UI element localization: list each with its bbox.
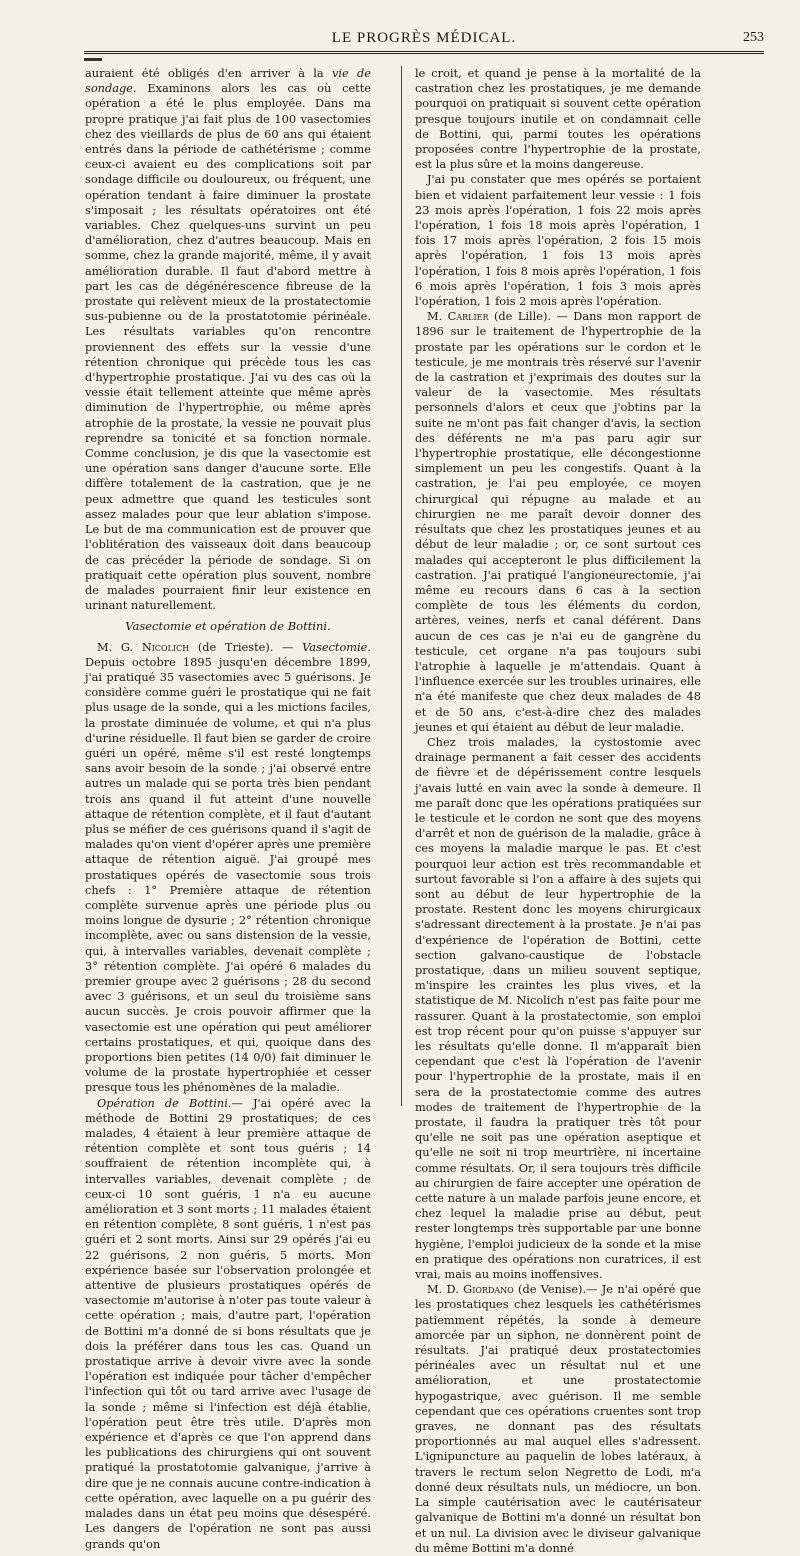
paragraph-text: Dans mon rapport de 1896 sur le traitement de l'hypertrophie de la prostate par les opérations sur le cordon et le testicule, je me montrais très réservé sur l'avenir de la castration et j'exprimais des doutes sur la valeur de la vasectomie. Mes résultats personnels d'alors et ceux que j'obtins par la suite ne m'ont pas fait changer d'avis, la section des déférents ne m'a pas paru agir sur l'hypertrophie prostatique, elle décongestionne simplement un peu les congestifs. Quant à la castration, je l'ai peu employée, ce moyen chirurgical qui répugne au malade et au chirurgien ne me paraît devoir donner des résultats que chez les prostatiques jeunes et au début de leur maladie ; or, ce sont surtout ces malades qui accepteront le plus difficilement la castration. J'ai pratiqué l'angioneurectomie, j'ai même eu recours dans 6 cas à la section complète de tous les éléments du cordon, artères, veines, nerfs et canal déférent. Dans aucun de ces cas je n'ai eu de gangrène du testicule, cet organe n'a pas toujours subi l'atrophie à laquelle je m'attendais. Quant à l'influence exercée sur les troubles urinaires, elle n'a été manifeste que chez deux malades de 48 et de 50 ans, c'est-à-dire chez des malades jeunes et qui étaient au début de leur maladie. bbox=[415, 309, 702, 734]
author-origin: (de Lille). — bbox=[493, 309, 568, 324]
paragraph-carlier bbox=[415, 309, 701, 735]
right-column bbox=[415, 66, 702, 1555]
paragraph-text: — J'ai opéré avec la méthode de Bottini 29 prostatiques; de ces malades, 4 étaient à leur première attaque de rétention complète et sont tous guéris ; 14 souffraient de rétention incomplète qui, à intervalles variables, devenait complète ; de ceux-ci 10 sont guéris, 1 n'a eu aucune amélioration et 3 sont morts ; 11 malades étaient en rétention complète, 8 sont guéris, 1 n'est pas guéri et 2 sont morts. Ainsi sur 29 opérés j'ai eu 22 guérisons, 2 non guéris, 5 morts. Mon expérience basée sur l'observation prolongée et attentive de plusieurs prostatiques opérés de vasectomie m'autorise à n'oter pas toute valeur à cette opération ; mais, d'autre part, l'opération de Bottini m'a donné de si bons résultats que je dois la préférer dans tous les cas. Quand un prostatique arrive à devoir vivre avec la sonde l'opération est indiquée pour tâcher d'empêcher l'infection qui tôt ou tard arrive avec l'usage de la sonde ; même si l'infection est déjà établie, l'opération peut être très utile. D'après mon expérience et d'après ce que l'on apprend dans les publications des chirurgiens qui ont souvent pratiqué la prostatotomie galvanique, j'arrive à dire que je ne connais aucune contre-indication à cette opération, avec laquelle on a pu guérir des malades dans un état peu moins que désespéré. Les dangers de l'opération ne sont pas aussi grands qu'on bbox=[85, 1095, 371, 1551]
journal-title: LE PROGRÈS MÉDICAL. bbox=[331, 30, 517, 46]
paragraph-nicolich bbox=[85, 640, 371, 1096]
author-name: M. Carlier bbox=[427, 309, 489, 324]
column-divider bbox=[401, 66, 402, 1106]
topic-label: Opération de Bottini. bbox=[97, 1095, 232, 1110]
paragraph-giordano bbox=[415, 1282, 701, 1556]
author-name: M. D. Giordano bbox=[427, 1282, 514, 1297]
page-number: 253 bbox=[743, 30, 764, 45]
author-origin: (de Venise).— bbox=[518, 1282, 598, 1297]
header-rule bbox=[84, 51, 764, 54]
paragraph-bottini bbox=[85, 1096, 371, 1552]
page-header bbox=[84, 30, 764, 50]
paragraph-text: Je n'ai opéré que les prostatiques chez lesquels les cathétérismes patiemment répétés, la sonde à demeure amorcée par un siphon, ne donnèrent point de résultats. J'ai pratiqué deux prostatectomies périnéales avec un résultat nul et une amélioration, et une prostatectomie hypogastrique, avec guérison. Il me semble cependant que ces opérations cruentes sont trop graves, ne donnant pas des résultats proportionnés au mal auquel elles s'adressent. L'ignipuncture au paquelin de lobes latéraux, à travers le rectum selon Negretto de Lodi, m'a donné deux résultats nuls, un médiocre, un bon. La simple cautérisation avec le cautérisateur galvanique de Bottini m'a donné un résultat bon et un nul. La division avec le diviseur galvanique du même Bottini m'a donné bbox=[415, 1282, 701, 1555]
topic-label: Vasectomie. bbox=[302, 639, 371, 654]
left-column bbox=[85, 66, 371, 1551]
author-name: M. G. Nicolich bbox=[97, 639, 190, 654]
paragraph-results-list: J'ai pu constater que mes opérés se portaient bien et vidaient parfaitement leur vessie : 1 fois 23 mois après l'opération, 1 fois 22 mois après l'opération, 1 fois 18 mois après l'opération, 1 fois 17 mois après l'opération, 2 fois 15 mois après l'opération, 1 fois 13 mois après l'opération, 1 fois 8 mois après l'opération, 1 fois 6 mois après l'opération, 1 fois 3 mois après l'opération, 1 fois 2 mois après l'opération. bbox=[415, 172, 701, 309]
paragraph-cystostomie: Chez trois malades, la cystostomie avec drainage permanent a fait cesser des accidents de fièvre et de dépérissement contre lesquels j'avais lutté en vain avec la sonde à demeure. Il me paraît donc que les opérations pratiquées sur le testicule et le cordon ne sont que des moyens d'arrêt et non de guérison de la maladie, grâce à ces moyens la maladie marque le pas. Et c'est pourquoi leur action est très recommandable et surtout favorable si l'on a affaire à des sujets qui sont au début de leur hypertrophie de la prostate. Restent donc les moyens chirurgicaux s'adressant directement à la prostate. Je n'ai pas d'expérience de l'opération de Bottini, cette section galvano-caustique de l'obstacle prostatique, dans un milieu souvent septique, m'inspire les craintes les plus vives, et la statistique de M. Nicolich n'est pas faite pour me rassurer. Quant à la prostatectomie, son emploi est trop récent pour qu'on puisse s'appuyer sur les résultats qu'elle donne. Il m'apparaît bien cependant que c'est là l'opération de l'avenir pour l'hypertrophie de la prostate, mais il en sera de la prostatectomie comme des autres modes de traitement de l'hypertrophie de la prostate, il faudra la pratiquer très tôt pour qu'elle ne soit pas une opération aseptique et qu'elle ne soit ni trop meurtrière, ni incertaine comme résultats. Or, il sera toujours très difficile au chirurgien de faire accepter une opération de cette nature à un malade parfois jeune encore, et chez lequel la maladie prise au début, peut rester longtemps très supportable par une bonne hygiène, l'emploi judicieux de la sonde et la mise en pratique des opérations non curatrices, il est vrai, mais au moins inoffensives. bbox=[415, 734, 701, 1282]
section-heading: Vasectomie et opération de Bottini. bbox=[125, 619, 331, 634]
paragraph-sondage bbox=[85, 66, 371, 613]
paragraph-text: auraient été obligés d'en arriver à la bbox=[85, 66, 324, 80]
paragraph-text: Depuis octobre 1895 jusqu'en décembre 1899, j'ai pratiqué 35 vasectomies avec 5 guérisons. Je considère comme guéri le prostatique qui ne fait plus usage de la sonde, qui a les mictions faciles, la prostate diminuée de volume, et qui n'a plus d'urine résiduelle. Il faut bien se garder de croire guéri un opéré, même s'il est resté longtemps sans avoir besoin de la sonde ; j'ai observé entre autres un malade qui se porta très bien pendant trois ans quand il fut atteint d'une nouvelle attaque de rétention complète, et il faut d'autant plus se méfier de ces guérisons quand il s'agit de malades qu'on vient d'opérer après une première attaque de rétention aiguë. J'ai groupé mes prostatiques opérés de vasectomie sous trois chefs : 1° Première attaque de rétention complète survenue après une période plus ou moins longue de dysurie ; 2° rétention chronique incomplète, avec ou sans distension de la vessie, qui, à intervalles variables, devenait complète ; 3° rétention complète. J'ai opéré 6 malades du premier groupe avec 2 guérisons ; 28 du second avec 3 guérisons, et un seul du troisième sans aucun succès. Je crois pouvoir affirmer que la vasectomie est une opération qui peut améliorer certains prostatiques, et qui, quoique dans des proportions bien petites (14 0/0) fait diminuer le volume de la prostate hypertrophiée et cesser presque tous les phénomènes de la maladie. bbox=[85, 654, 371, 1095]
paragraph-castration: le croit, et quand je pense à la mortalité de la castration chez les prostatiques, je me demande pourquoi on pratiquait si souvent cette opération presque toujours inutile et on condamnait celle de Bottini, qui, parmi toutes les opérations proposées contre l'hypertrophie de la prostate, est la plus sûre et la moins dangereuse. bbox=[415, 66, 701, 172]
author-origin: (de Trieste). — bbox=[197, 639, 294, 654]
section-mark bbox=[84, 58, 102, 61]
italic-phrase: vie de sondage. bbox=[85, 66, 371, 96]
paragraph-text: Examinons alors les cas où cette opération a été le plus employée. Dans ma propre pratique j'ai fait plus de 100 vasectomies chez des vieillards de plus de 60 ans qui étaient entrés dans la période de cathétérisme ; comme ceux-ci avaient eu des complications soit par sondage difficile ou douloureux, ou fréquent, une opération tendant à faire diminuer la prostate s'imposait ; les résultats opératoires ont été variables. Chez quelques-uns survint un peu d'amélioration, chez d'autres beaucoup. Mais en somme, chez la grande majorité, même, il y avait amélioration durable. Il faut d'abord mettre à part les cas de dégénérescence fibreuse de la prostate qui relèvent mieux de la prostatectomie sus-pubienne ou de la prostatotomie périnéale. Les résultats variables qu'on rencontre proviennent des effets sur la vessie d'une rétention chronique qui précède tous les cas d'hypertrophie prostatique. J'ai vu des cas où la vessie était tellement atteinte que même après diminution de l'hypertrophie, ou même après atrophie de la prostate, la vessie ne pouvait plus reprendre sa tonicité et sa fonction normale. Comme conclusion, je dis que la vasectomie est une opération sans danger d'aucune sorte. Elle diffère totalement de la castration, que je ne peux admettre que quand les testicules sont assez malades pour que leur ablation s'impose. Le but de ma communication est de prouver que l'oblitération des vaisseaux doit dans beaucoup de cas précéder la période de sondage. Si on pratiquait cette opération plus souvent, nombre de malades pourraient finir leur existence en urinant naturellement. bbox=[85, 81, 371, 613]
